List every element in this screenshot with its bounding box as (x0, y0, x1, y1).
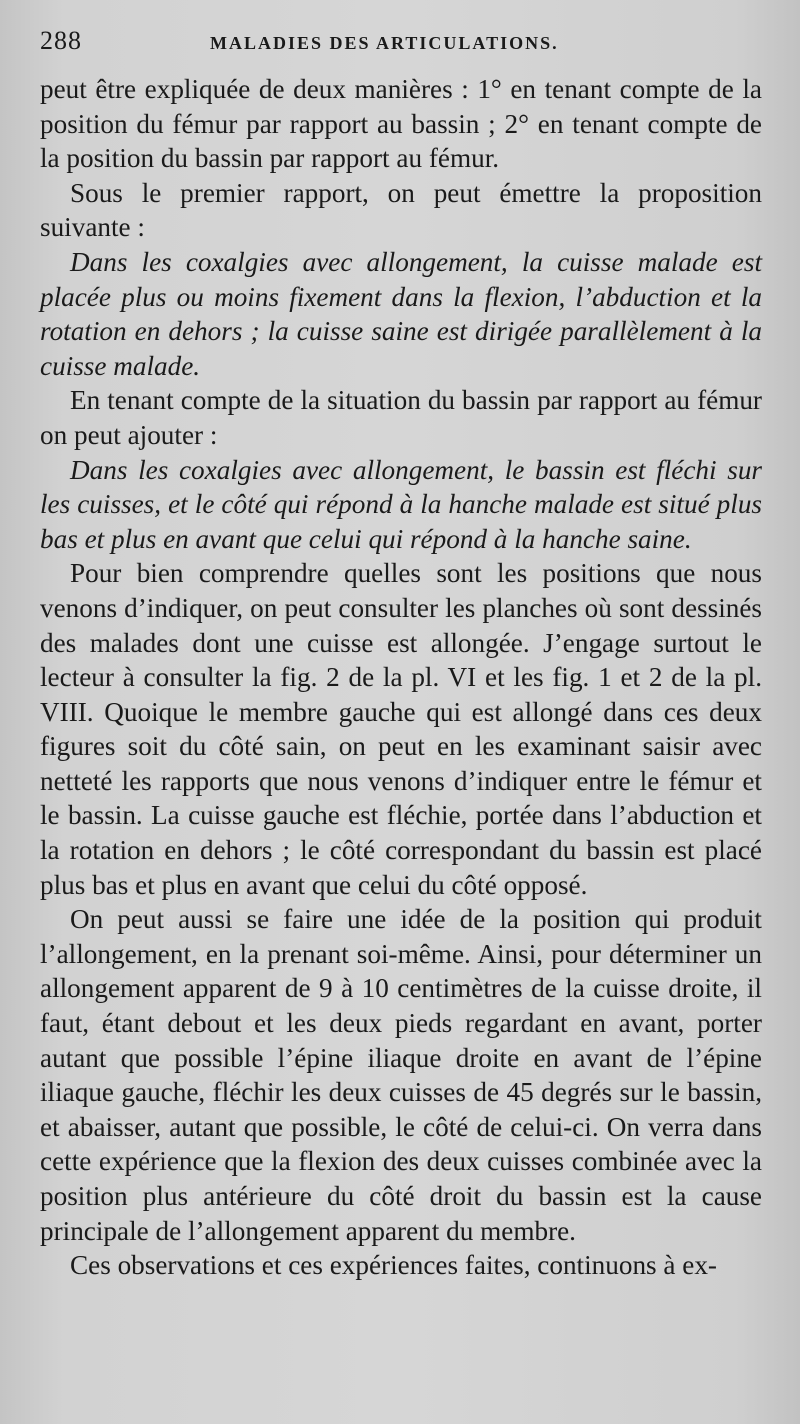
paragraph: On peut aussi se faire une idée de la position qui produit l’allongement, en la prenant soi-même. Ainsi, pour déterminer un allongement apparent de 9 à 10 centimètres de la cuisse droite, il faut, étant debout et les deux pieds regardant en avant, porter autant que possible l’épine iliaque droite en avant de l’épine iliaque gauche, fléchir les deux cuisses de 45 degrés sur le bassin, et abaisser, autant que possible, le côté de celui-ci. On verra dans cette expérience que la flexion des deux cuisses combinée avec la position plus antérieure du côté droit du bassin est la cause principale de l’allongement apparent du membre. (40, 904, 762, 1246)
running-title: MALADIES DES ARTICULATIONS. (210, 33, 559, 53)
italic-proposition-text: Dans les coxalgies avec allongement, le bassin est fléchi sur les cuisses, et le côté qui répond à la hanche malade est situé plus bas et plus en avant que celui qui répond à la hanche saine. (40, 454, 762, 554)
italic-proposition (40, 245, 762, 383)
body-text (40, 72, 762, 1283)
italic-proposition-text: Dans les coxalgies avec allongement, la cuisse malade est placée plus ou moins fixement dans la flexion, l’abduction et la rotation en dehors ; la cuisse saine est dirigée parallèlement à la cuisse malade. (40, 246, 762, 381)
page-number: 288 (40, 26, 82, 55)
paragraph: Sous le premier rapport, on peut émettre la proposition suivante : (40, 177, 762, 243)
running-head (40, 26, 762, 72)
italic-proposition (40, 453, 762, 557)
paragraph: En tenant compte de la situation du bassin par rapport au fémur on peut ajouter : (40, 385, 762, 450)
paragraph-continued: peut être expliquée de deux manières : 1° en tenant compte de la position du fémur par rapport au bassin ; 2° en tenant compte de la position du bassin par rapport au fémur. (40, 74, 762, 174)
paragraph: Pour bien comprendre quelles sont les positions que nous venons d’indiquer, on peut consulter les planches où sont dessinés des malades dont une cuisse est allongée. J’engage surtout le lecteur à consulter la fig. 2 de la pl. VI et les fig. 1 et 2 de la pl. VIII. Quoique le membre gauche qui est allongé dans ces deux figures soit du côté sain, on peut en les examinant saisir avec netteté les rapports que nous venons d’indiquer entre le fémur et le bassin. La cuisse gauche est fléchie, portée dans l’abduction et la rotation en dehors ; le côté correspondant du bassin est placé plus bas et plus en avant que celui du côté opposé. (40, 558, 762, 900)
paragraph: Ces observations et ces expériences faites, continuons à ex- (70, 1250, 717, 1281)
